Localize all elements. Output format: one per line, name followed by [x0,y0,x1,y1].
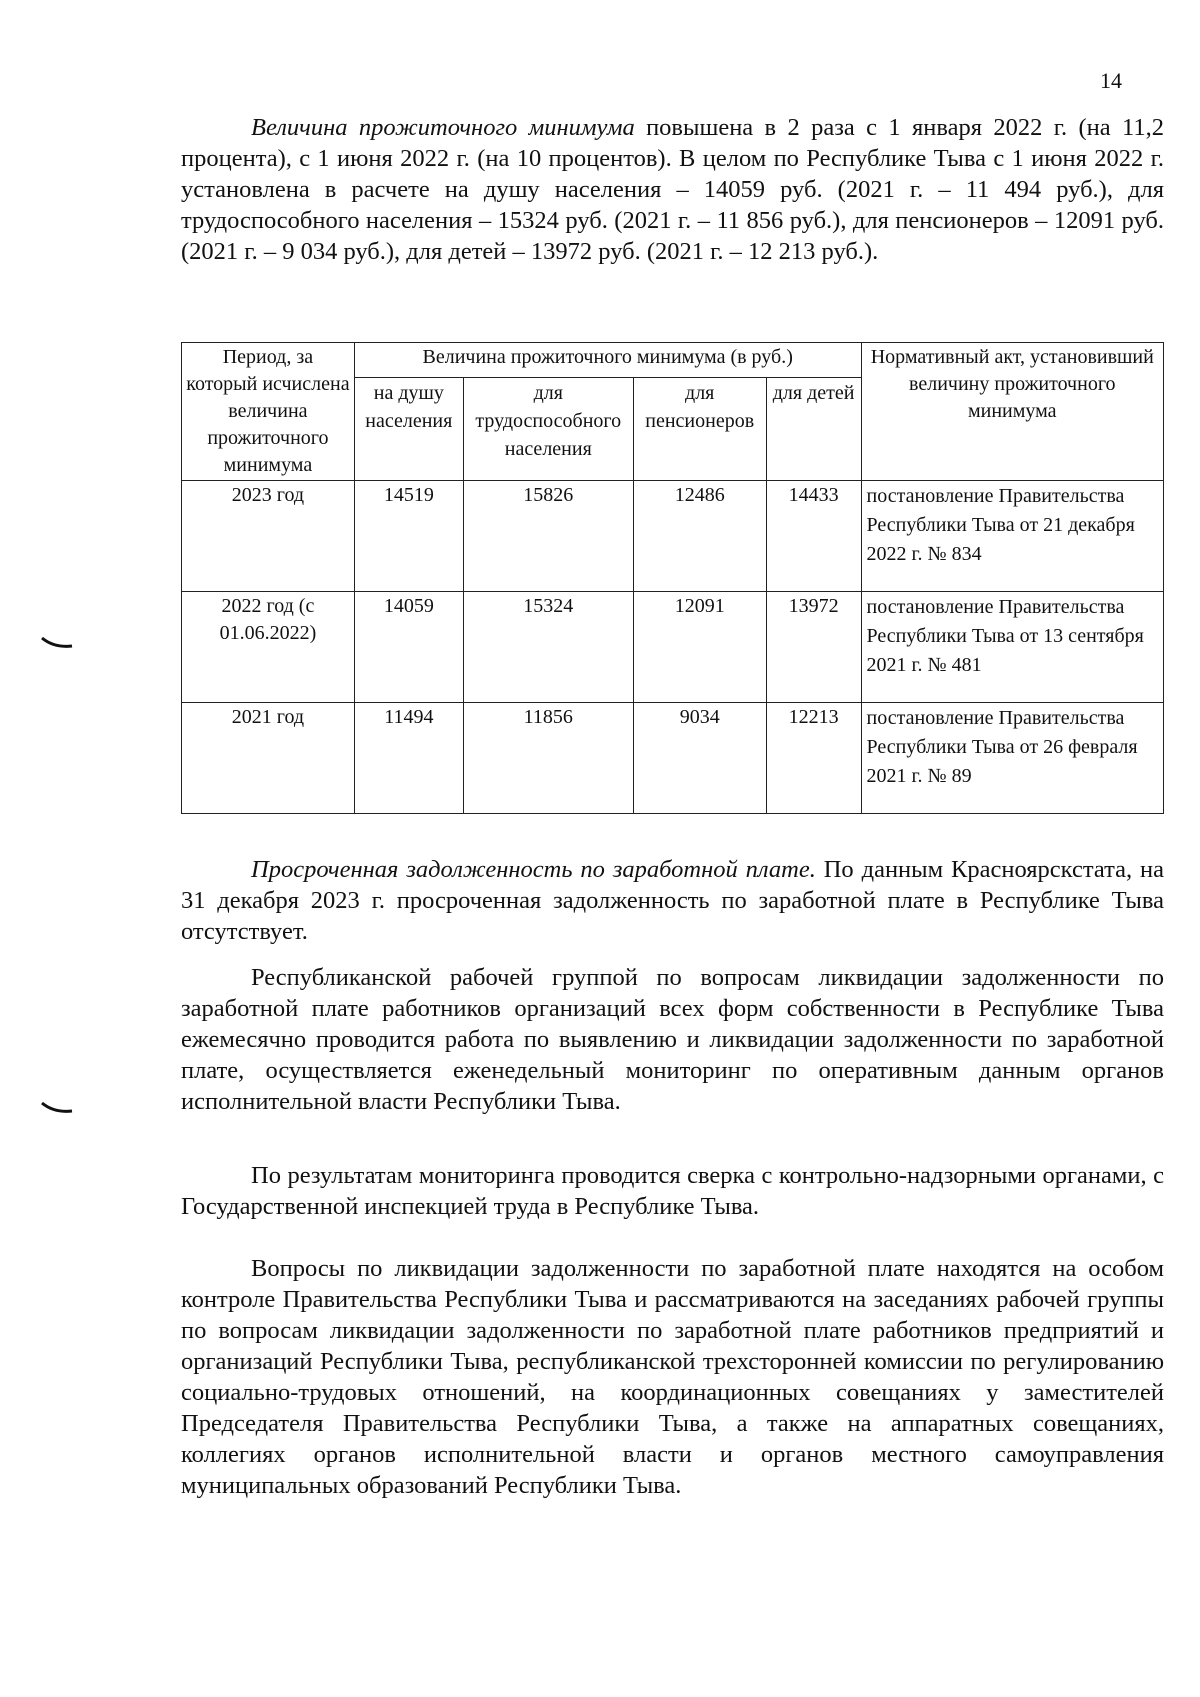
cell-per-capita: 14519 [354,481,463,592]
header-working: для трудоспособного населения [463,378,633,481]
table-row [182,592,1164,703]
cell-pensioners: 12486 [633,481,766,592]
working-group-paragraph: Республиканской рабочей группой по вопросам ликвидации задолженности по заработной плате работников организаций всех форм собственности в Республике Тыва ежемесячно проводится работа по выявлению и ликвидации задолженности по заработной плате, осуществляется еженедельный мониторинг по оперативным данным органов исполнительной власти Республики Тыва. [181,964,1164,1115]
cell-act: постановление Правительства Республики Тыва от 13 сентября 2021 г. № 481 [861,592,1163,703]
page-number: 14 [1100,68,1122,93]
cell-pensioners: 12091 [633,592,766,703]
cell-period: 2022 год (с 01.06.2022) [182,592,355,703]
cell-act: постановление Правительства Республики Тыва от 21 декабря 2022 г. № 834 [861,481,1163,592]
header-period: Период, за который исчислена величина прожиточного минимума [182,343,355,481]
cell-act: постановление Правительства Республики Тыва от 26 февраля 2021 г. № 89 [861,703,1163,814]
header-act: Нормативный акт, установивший величину прожиточного минимума [861,343,1163,481]
margin-mark [40,1101,74,1115]
cell-working: 15324 [463,592,633,703]
cell-working: 11856 [463,703,633,814]
subsistence-minimum-table [181,342,1164,814]
cell-per-capita: 11494 [354,703,463,814]
header-children: для детей [766,378,861,481]
intro-paragraph [181,112,1164,267]
header-per-capita: на душу населения [354,378,463,481]
cell-children: 14433 [766,481,861,592]
cell-children: 13972 [766,592,861,703]
table-row [182,481,1164,592]
margin-mark [40,636,74,650]
header-pensioners: для пенсионеров [633,378,766,481]
monitoring-paragraph: По результатам мониторинга проводится сверка с контрольно-надзорными органами, с Государственной инспекцией труда в Республике Тыва. [181,1162,1164,1220]
cell-period: 2023 год [182,481,355,592]
cell-per-capita: 14059 [354,592,463,703]
header-group: Величина прожиточного минимума (в руб.) [354,343,861,378]
cell-pensioners: 9034 [633,703,766,814]
cell-period: 2021 год [182,703,355,814]
debt-text: По данным Красноярскстата, на 31 декабря 2023 г. просроченная задолженность по заработной плате в Республике Тыва отсутствует. [181,856,1164,945]
control-paragraph: Вопросы по ликвидации задолженности по заработной плате находятся на особом контроле Правительства Республики Тыва и рассматриваются на заседаниях рабочей группы по вопросам ликвидации задолженности по заработной плате работников предприятий и организаций Республики Тыва, республиканской трехсторонней комиссии по регулированию социально-трудовых отношений, на координационных совещаниях у заместителей Председателя Правительства Республики Тыва, а также на аппаратных совещаниях, коллегиях органов исполнительной власти и органов местного самоуправления муниципальных образований Республики Тыва. [181,1255,1164,1499]
cell-children: 12213 [766,703,861,814]
debt-paragraph [181,854,1164,947]
cell-working: 15826 [463,481,633,592]
intro-title: Величина прожиточного минимума [251,114,635,141]
debt-title: Просроченная задолженность по заработной плате. [251,856,816,883]
table-row [182,703,1164,814]
intro-text: повышена в 2 раза с 1 января 2022 г. (на 11,2 процента), с 1 июня 2022 г. (на 10 процентов). В целом по Республике Тыва с 1 июня 2022 г. установлена в расчете на душу населения – 14059 руб. (2021 г. – 11 494 руб.), для трудоспособного населения – 15324 руб. (2021 г. – 11 856 руб.), для пенсионеров – 12091 руб. (2021 г. – 9 034 руб.), для детей – 13972 руб. (2021 г. – 12 213 руб.). [181,114,1164,265]
